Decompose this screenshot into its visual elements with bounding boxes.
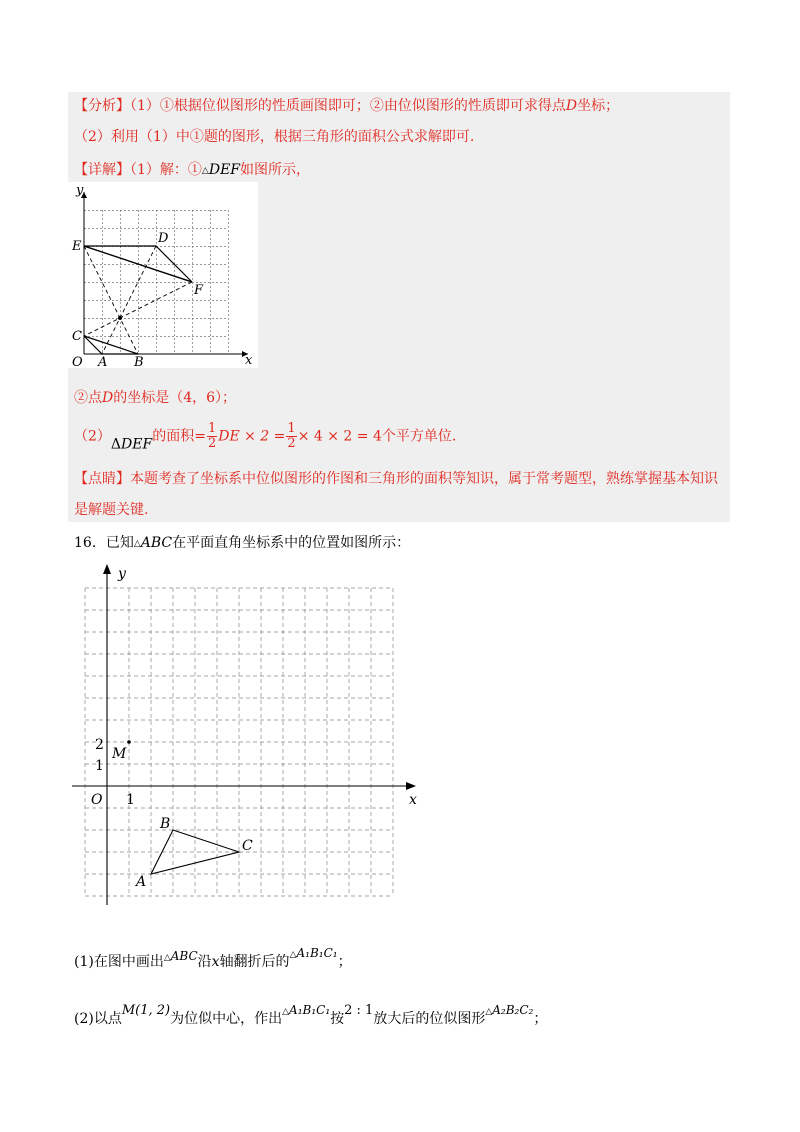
part1-mid: 沿: [197, 954, 212, 970]
part2-point: M(1, 2): [121, 1003, 171, 1018]
part-2: [74, 1000, 547, 1029]
figure2-label-y: y: [118, 566, 126, 582]
figure2-label-two-y: 2: [95, 737, 104, 753]
analysis-text-1-tail: 坐标；: [577, 98, 620, 114]
area-tri-name: DEF: [121, 436, 153, 453]
part2-tri2-name: A₂B₂C₂: [492, 1003, 534, 1017]
part1-axis: x: [211, 954, 220, 970]
area-tri-symbol: Δ: [110, 436, 122, 453]
fraction-half-2: $\frac{1}{2}$: [287, 421, 296, 451]
figure-def-diagram: [68, 182, 258, 368]
analysis-tag: 【分析】: [74, 98, 130, 114]
comment-tag: 【点睛】: [74, 471, 130, 487]
part2-tri2-symbol: △: [485, 1007, 493, 1017]
point-m: [127, 740, 131, 744]
figure2-grid: [85, 588, 393, 896]
part1-tri2-name: A₁B₁C₁: [296, 946, 338, 960]
part1-tri2-symbol: △: [289, 950, 297, 960]
area-unit: 个平方单位.: [381, 428, 457, 445]
point-d-line: [74, 388, 236, 408]
area-label: 的面积=: [152, 428, 206, 445]
figure2-label-b: B: [160, 816, 171, 832]
question-tri-symbol: △: [133, 539, 141, 549]
figure1-label-y: y: [76, 183, 84, 198]
part2-mid2: 按: [330, 1011, 345, 1027]
figure1-label-e: E: [72, 239, 82, 254]
fraction-half-1: $\frac{1}{2}$: [207, 421, 217, 451]
part2-ratio: 2 : 1: [344, 1003, 374, 1018]
part2-tri-name: A₁B₁C₁: [289, 1003, 331, 1017]
figure1-label-x: x: [245, 353, 253, 368]
area-expr-2: × 4 × 2 = 4: [297, 428, 382, 445]
analysis-var-d: D: [565, 98, 578, 114]
question-tri-name: ABC: [140, 535, 173, 551]
detail-tag: 【详解】: [74, 162, 130, 178]
comment-line-1: [74, 469, 718, 489]
figure1-label-o: O: [72, 355, 83, 368]
area-line: [74, 422, 456, 459]
area-expr-1: DE × 2 =: [218, 428, 286, 445]
analysis-line-1: [74, 96, 619, 116]
part1-tri-symbol: △: [163, 953, 171, 963]
question-text-pre: 已知: [105, 535, 134, 551]
question-16: [74, 533, 410, 554]
part1-mid2: 轴翻折后的: [219, 954, 290, 970]
comment-line-2: 是解题关键.: [74, 502, 149, 518]
point-d-var: D: [102, 390, 114, 406]
detail-intro-tail: 如图所示，: [240, 162, 311, 178]
figure1-label-c: C: [72, 329, 82, 344]
figure1-center-point: [118, 316, 122, 320]
comment-text-1: 本题考查了坐标系中位似图形的作图和三角形的面积等知识，属于常考题型，熟练掌握基本知识: [130, 471, 718, 487]
part2-tail: ；: [533, 1011, 548, 1027]
question-number: 16．: [74, 535, 106, 551]
area-prefix: （2）: [74, 428, 111, 445]
part-1: [74, 943, 352, 972]
part1-tail: ；: [337, 954, 352, 970]
analysis-line-2: （2）利用（1）中①题的图形，根据三角形的面积公式求解即可.: [74, 129, 475, 145]
part1-tri-name: ABC: [170, 949, 198, 963]
part2-tri-symbol: △: [282, 1007, 290, 1017]
figure2-label-o: O: [91, 792, 103, 808]
detail-intro: （1）解：①: [130, 162, 202, 178]
figure2-y-arrow: [103, 564, 111, 574]
part2-mid3: 放大后的位似图形: [373, 1011, 486, 1027]
figure1-label-b: B: [134, 355, 144, 368]
figure1-label-f: F: [194, 283, 204, 298]
analysis-text-1: （1）①根据位似图形的性质画图即可；②由位似图形的性质即可求得点: [130, 98, 566, 114]
figure2-label-one-x: 1: [126, 792, 135, 808]
detail-line: [74, 160, 310, 181]
triangle-def-name: DEF: [208, 162, 241, 178]
point-d-pre: ②点: [74, 390, 102, 406]
part1-prefix: (1)在图中画出: [74, 954, 164, 970]
figure2-x-arrow: [406, 782, 416, 790]
part2-mid: 为位似中心，作出: [170, 1011, 283, 1027]
figure1-label-d: D: [158, 231, 169, 246]
figure2-label-c: C: [242, 838, 253, 854]
area-triangle: [111, 437, 152, 453]
question-text-post: 在平面直角坐标系中的位置如图所示：: [172, 535, 411, 551]
figure1-label-a: A: [98, 355, 108, 368]
point-d-post: 的坐标是（4，6）；: [113, 390, 237, 406]
triangle-symbol: △: [201, 166, 209, 176]
part2-prefix: (2)以点: [74, 1011, 122, 1027]
figure-abc-diagram: [68, 560, 428, 910]
figure2-label-x: x: [409, 792, 417, 808]
figure2-label-one-y: 1: [95, 758, 104, 774]
figure2-label-a: A: [136, 874, 147, 890]
figure2-label-m: M: [112, 746, 127, 762]
